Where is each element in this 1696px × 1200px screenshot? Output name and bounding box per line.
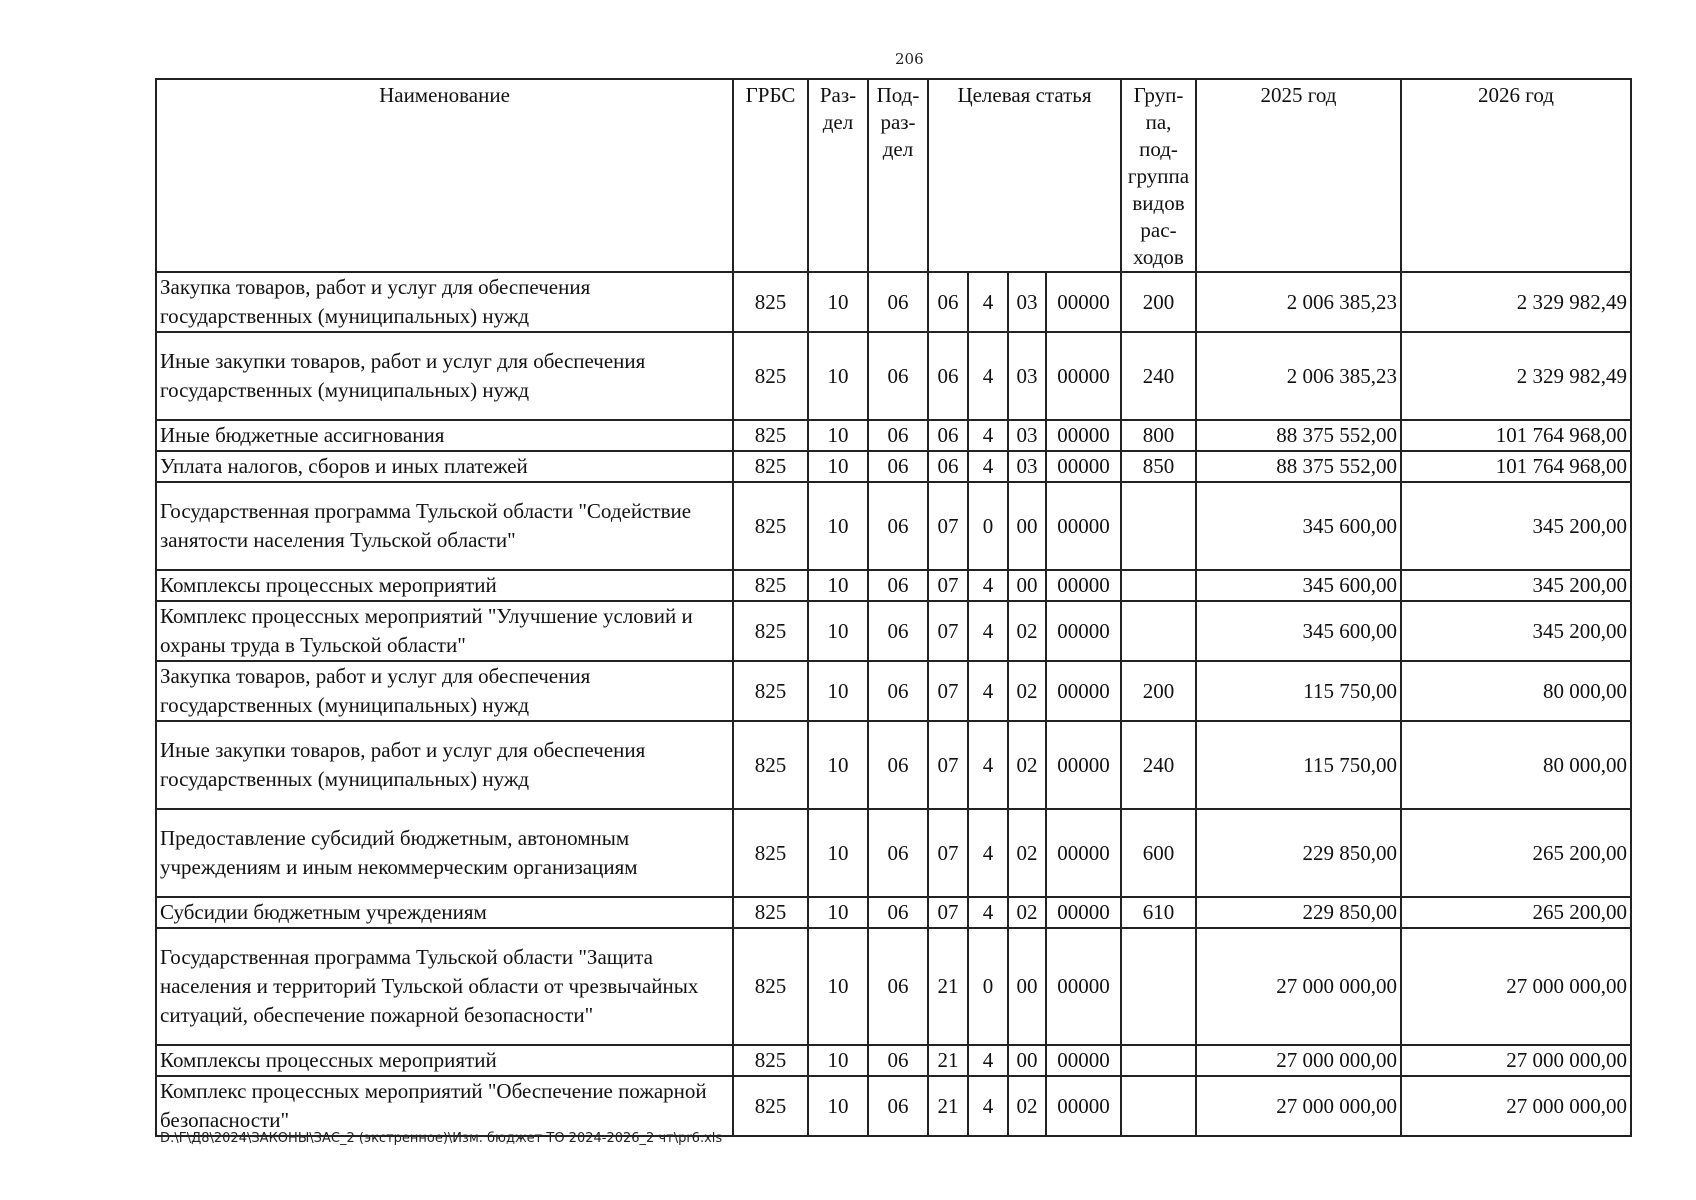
- cell-amount-2026: 27 000 000,00: [1401, 928, 1631, 1045]
- cell-target-subprogram: 02: [1008, 601, 1046, 661]
- cell-name: Иные закупки товаров, работ и услуг для обеспечения государственных (муниципальных) нужд: [156, 332, 733, 420]
- header-target-article: Целевая статья: [928, 79, 1121, 272]
- cell-target-subprogram: 02: [1008, 1076, 1046, 1136]
- cell-razdel: 10: [808, 570, 868, 601]
- cell-name: Предоставление субсидий бюджетным, автономным учреждениям и иным некоммерческим организациям: [156, 809, 733, 897]
- cell-target-direction: 00000: [1046, 451, 1121, 482]
- cell-target-type: 4: [968, 897, 1008, 928]
- table-row: [156, 272, 1631, 332]
- cell-name: Государственная программа Тульской области "Защита населения и территорий Тульской области от чрезвычайных ситуаций, обеспечение пожарной безопасности": [156, 928, 733, 1045]
- cell-target-program: 07: [928, 897, 968, 928]
- table-row: [156, 451, 1631, 482]
- cell-name: Государственная программа Тульской области "Содействие занятости населения Тульской области": [156, 482, 733, 570]
- table-row: [156, 928, 1631, 1045]
- cell-amount-2025: 345 600,00: [1196, 601, 1401, 661]
- cell-expense-group: [1121, 570, 1196, 601]
- cell-expense-group: 240: [1121, 721, 1196, 809]
- cell-amount-2026: 101 764 968,00: [1401, 420, 1631, 451]
- cell-amount-2026: 265 200,00: [1401, 897, 1631, 928]
- page-number: 206: [895, 50, 924, 68]
- cell-target-type: 4: [968, 661, 1008, 721]
- cell-grbs: 825: [733, 570, 808, 601]
- cell-target-program: 21: [928, 928, 968, 1045]
- cell-target-type: 4: [968, 332, 1008, 420]
- cell-expense-group: [1121, 482, 1196, 570]
- cell-podrazdel: 06: [868, 897, 928, 928]
- cell-target-program: 06: [928, 272, 968, 332]
- cell-razdel: 10: [808, 897, 868, 928]
- cell-target-subprogram: 02: [1008, 897, 1046, 928]
- cell-target-subprogram: 02: [1008, 721, 1046, 809]
- cell-amount-2026: 27 000 000,00: [1401, 1076, 1631, 1136]
- cell-target-program: 07: [928, 661, 968, 721]
- cell-target-type: 0: [968, 928, 1008, 1045]
- cell-amount-2025: 27 000 000,00: [1196, 1076, 1401, 1136]
- cell-amount-2026: 345 200,00: [1401, 482, 1631, 570]
- cell-amount-2025: 88 375 552,00: [1196, 451, 1401, 482]
- cell-target-type: 4: [968, 721, 1008, 809]
- cell-podrazdel: 06: [868, 809, 928, 897]
- cell-grbs: 825: [733, 332, 808, 420]
- cell-amount-2025: 115 750,00: [1196, 721, 1401, 809]
- cell-grbs: 825: [733, 451, 808, 482]
- cell-name: Комплекс процессных мероприятий "Обеспечение пожарной безопасности": [156, 1076, 733, 1136]
- cell-target-program: 07: [928, 721, 968, 809]
- cell-amount-2025: 229 850,00: [1196, 809, 1401, 897]
- cell-amount-2025: 115 750,00: [1196, 661, 1401, 721]
- cell-expense-group: 240: [1121, 332, 1196, 420]
- cell-expense-group: 610: [1121, 897, 1196, 928]
- cell-grbs: 825: [733, 601, 808, 661]
- cell-target-direction: 00000: [1046, 661, 1121, 721]
- cell-podrazdel: 06: [868, 451, 928, 482]
- cell-target-subprogram: 00: [1008, 570, 1046, 601]
- cell-target-subprogram: 03: [1008, 332, 1046, 420]
- header-name: Наименование: [156, 79, 733, 272]
- cell-target-program: 06: [928, 420, 968, 451]
- cell-podrazdel: 06: [868, 482, 928, 570]
- cell-target-subprogram: 03: [1008, 451, 1046, 482]
- cell-name: Комплекс процессных мероприятий "Улучшение условий и охраны труда в Тульской области": [156, 601, 733, 661]
- cell-target-program: 07: [928, 809, 968, 897]
- cell-target-program: 07: [928, 601, 968, 661]
- cell-target-type: 4: [968, 809, 1008, 897]
- cell-podrazdel: 06: [868, 272, 928, 332]
- cell-amount-2025: 345 600,00: [1196, 570, 1401, 601]
- cell-razdel: 10: [808, 451, 868, 482]
- cell-target-subprogram: 03: [1008, 272, 1046, 332]
- cell-podrazdel: 06: [868, 332, 928, 420]
- cell-target-type: 4: [968, 420, 1008, 451]
- cell-target-type: 4: [968, 451, 1008, 482]
- table-row: [156, 1076, 1631, 1136]
- cell-target-direction: 00000: [1046, 721, 1121, 809]
- cell-razdel: 10: [808, 1076, 868, 1136]
- cell-name: Закупка товаров, работ и услуг для обеспечения государственных (муниципальных) нужд: [156, 661, 733, 721]
- cell-grbs: 825: [733, 661, 808, 721]
- cell-target-subprogram: 00: [1008, 928, 1046, 1045]
- cell-amount-2026: 27 000 000,00: [1401, 1045, 1631, 1076]
- cell-name: Комплексы процессных мероприятий: [156, 570, 733, 601]
- cell-target-direction: 00000: [1046, 570, 1121, 601]
- cell-razdel: 10: [808, 332, 868, 420]
- table-row: [156, 897, 1631, 928]
- cell-target-program: 06: [928, 332, 968, 420]
- cell-amount-2025: 27 000 000,00: [1196, 928, 1401, 1045]
- header-row: [156, 79, 1631, 272]
- cell-podrazdel: 06: [868, 1045, 928, 1076]
- cell-target-direction: 00000: [1046, 420, 1121, 451]
- cell-podrazdel: 06: [868, 601, 928, 661]
- table-row: [156, 1045, 1631, 1076]
- cell-expense-group: 600: [1121, 809, 1196, 897]
- cell-grbs: 825: [733, 1076, 808, 1136]
- table-row: [156, 570, 1631, 601]
- cell-razdel: 10: [808, 482, 868, 570]
- cell-grbs: 825: [733, 721, 808, 809]
- cell-target-type: 0: [968, 482, 1008, 570]
- cell-target-program: 21: [928, 1045, 968, 1076]
- header-year-2026: 2026 год: [1401, 79, 1631, 272]
- cell-grbs: 825: [733, 809, 808, 897]
- cell-grbs: 825: [733, 897, 808, 928]
- header-grbs: ГРБС: [733, 79, 808, 272]
- cell-amount-2025: 345 600,00: [1196, 482, 1401, 570]
- header-year-2025: 2025 год: [1196, 79, 1401, 272]
- cell-target-program: 06: [928, 451, 968, 482]
- cell-amount-2026: 345 200,00: [1401, 570, 1631, 601]
- cell-expense-group: [1121, 1076, 1196, 1136]
- cell-expense-group: [1121, 601, 1196, 661]
- table-row: [156, 332, 1631, 420]
- cell-name: Субсидии бюджетным учреждениям: [156, 897, 733, 928]
- cell-amount-2025: 2 006 385,23: [1196, 272, 1401, 332]
- cell-grbs: 825: [733, 482, 808, 570]
- cell-razdel: 10: [808, 721, 868, 809]
- cell-podrazdel: 06: [868, 661, 928, 721]
- cell-target-subprogram: 02: [1008, 809, 1046, 897]
- cell-target-direction: 00000: [1046, 482, 1121, 570]
- cell-razdel: 10: [808, 661, 868, 721]
- cell-target-program: 07: [928, 570, 968, 601]
- cell-razdel: 10: [808, 928, 868, 1045]
- cell-target-direction: 00000: [1046, 1076, 1121, 1136]
- header-podrazdel: Под- раз- дел: [868, 79, 928, 272]
- cell-amount-2026: 2 329 982,49: [1401, 272, 1631, 332]
- cell-target-direction: 00000: [1046, 1045, 1121, 1076]
- cell-target-subprogram: 03: [1008, 420, 1046, 451]
- cell-target-type: 4: [968, 1045, 1008, 1076]
- cell-name: Закупка товаров, работ и услуг для обеспечения государственных (муниципальных) нужд: [156, 272, 733, 332]
- cell-expense-group: [1121, 928, 1196, 1045]
- cell-amount-2025: 88 375 552,00: [1196, 420, 1401, 451]
- cell-target-direction: 00000: [1046, 332, 1121, 420]
- cell-target-direction: 00000: [1046, 928, 1121, 1045]
- cell-podrazdel: 06: [868, 570, 928, 601]
- cell-target-direction: 00000: [1046, 809, 1121, 897]
- cell-name: Уплата налогов, сборов и иных платежей: [156, 451, 733, 482]
- cell-name: Иные бюджетные ассигнования: [156, 420, 733, 451]
- budget-table: [155, 78, 1632, 1137]
- cell-amount-2025: 27 000 000,00: [1196, 1045, 1401, 1076]
- cell-amount-2026: 345 200,00: [1401, 601, 1631, 661]
- cell-razdel: 10: [808, 420, 868, 451]
- cell-target-subprogram: 00: [1008, 1045, 1046, 1076]
- cell-target-program: 21: [928, 1076, 968, 1136]
- cell-target-type: 4: [968, 1076, 1008, 1136]
- cell-target-direction: 00000: [1046, 601, 1121, 661]
- cell-amount-2025: 229 850,00: [1196, 897, 1401, 928]
- cell-amount-2026: 80 000,00: [1401, 661, 1631, 721]
- cell-expense-group: 800: [1121, 420, 1196, 451]
- table-row: [156, 482, 1631, 570]
- cell-grbs: 825: [733, 272, 808, 332]
- table-row: [156, 661, 1631, 721]
- cell-name: Комплексы процессных мероприятий: [156, 1045, 733, 1076]
- cell-expense-group: 200: [1121, 661, 1196, 721]
- table-row: [156, 809, 1631, 897]
- cell-razdel: 10: [808, 601, 868, 661]
- header-razdel: Раз- дел: [808, 79, 868, 272]
- cell-podrazdel: 06: [868, 420, 928, 451]
- cell-expense-group: 850: [1121, 451, 1196, 482]
- cell-expense-group: 200: [1121, 272, 1196, 332]
- cell-amount-2026: 265 200,00: [1401, 809, 1631, 897]
- header-expense-group: Груп- па, под- группа видов рас- ходов: [1121, 79, 1196, 272]
- cell-amount-2026: 2 329 982,49: [1401, 332, 1631, 420]
- cell-amount-2025: 2 006 385,23: [1196, 332, 1401, 420]
- cell-podrazdel: 06: [868, 928, 928, 1045]
- cell-razdel: 10: [808, 809, 868, 897]
- cell-podrazdel: 06: [868, 721, 928, 809]
- cell-name: Иные закупки товаров, работ и услуг для обеспечения государственных (муниципальных) нужд: [156, 721, 733, 809]
- cell-target-type: 4: [968, 272, 1008, 332]
- cell-amount-2026: 80 000,00: [1401, 721, 1631, 809]
- cell-grbs: 825: [733, 928, 808, 1045]
- cell-razdel: 10: [808, 1045, 868, 1076]
- table-row: [156, 601, 1631, 661]
- file-path-footer: D:\Г\Д8\2024\ЗАКОНЫ\ЗАС_2 (экстренное)\Изм. бюджет ТО 2024-2026_2 чт\pr6.xls: [160, 1131, 723, 1146]
- cell-expense-group: [1121, 1045, 1196, 1076]
- table-row: [156, 721, 1631, 809]
- cell-grbs: 825: [733, 420, 808, 451]
- cell-target-type: 4: [968, 601, 1008, 661]
- table-row: [156, 420, 1631, 451]
- cell-target-direction: 00000: [1046, 897, 1121, 928]
- cell-amount-2026: 101 764 968,00: [1401, 451, 1631, 482]
- cell-grbs: 825: [733, 1045, 808, 1076]
- cell-target-type: 4: [968, 570, 1008, 601]
- cell-podrazdel: 06: [868, 1076, 928, 1136]
- cell-target-direction: 00000: [1046, 272, 1121, 332]
- cell-target-program: 07: [928, 482, 968, 570]
- cell-target-subprogram: 00: [1008, 482, 1046, 570]
- cell-target-subprogram: 02: [1008, 661, 1046, 721]
- cell-razdel: 10: [808, 272, 868, 332]
